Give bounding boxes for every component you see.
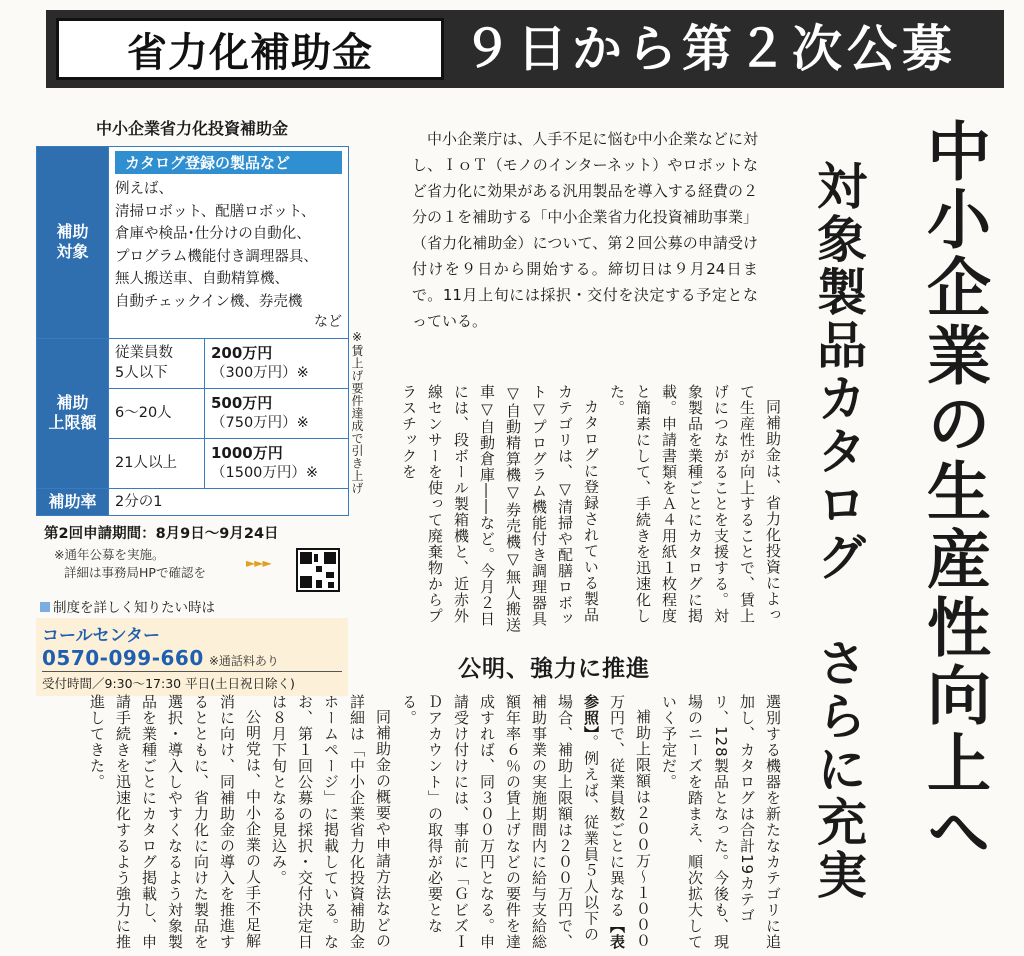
target-item: 例えば、 xyxy=(115,181,173,197)
subsidy-table xyxy=(36,146,349,516)
sub-headline: 対象製品カタログ さらに充実 xyxy=(809,160,868,902)
subsidy-info-box xyxy=(36,112,348,516)
limit-value: 200万円 （300万円）※ xyxy=(205,338,349,388)
application-note: ※通年公募を実施。 詳細は事務局HPで確認を xyxy=(54,547,206,580)
call-center-panel xyxy=(36,618,348,696)
contact-lead: 制度を詳しく知りたい時は xyxy=(36,596,348,616)
headline-banner xyxy=(46,10,1004,88)
call-center-label: コールセンター xyxy=(42,626,160,646)
rate-value: 2分の1 xyxy=(109,488,349,515)
article-column-1 xyxy=(400,384,786,634)
limit-row xyxy=(37,338,349,388)
article-column-2 xyxy=(10,694,786,950)
reception-hours: 受付時間／9:30〜17:30 平日(土日祝日除く) xyxy=(42,671,342,692)
raise-requirement-note: ※賃上げ要件達成で引き上げ xyxy=(350,330,364,495)
article-lede: 中小企業庁は、人手不足に悩む中小企業などに対し、ＩｏＴ（モノのインターネット）やロボットなど省力化に効果がある汎用製品を導入する経費の２分の１を補助する「中小企業省力化投資補助事業」（省力化補助金）について、第２回公募の申請受け付けを９日から開始する。締切日は９月24日まで。11月上旬には採択・交付を決定する予定となっている。 xyxy=(412,130,758,330)
target-cell xyxy=(109,147,349,339)
main-headline: 中小企業の生産性向上へ xyxy=(916,118,991,866)
limit-header: 補助 上限額 xyxy=(37,338,109,488)
target-list xyxy=(115,178,342,313)
target-item: 無人搬送車、自動精算機、 xyxy=(115,271,289,287)
contact-panel xyxy=(36,596,348,696)
limit-value: 500万円 （750万円）※ xyxy=(205,388,349,438)
limit-value: 1000万円 （1500万円）※ xyxy=(205,438,349,488)
banner-headline: ９日から第２次公募 xyxy=(462,20,957,78)
rate-row xyxy=(37,488,349,515)
section-subheading: 公明、強力に推進 xyxy=(458,656,650,682)
target-item: 倉庫や検品･仕分けの自動化、 xyxy=(115,226,311,242)
target-more: など xyxy=(314,314,343,330)
article-paragraph: 選別する機器を新たなカテゴリに追加し、カタログは合計19カテゴリ、128製品となった。今後も、現場のニーズを踏まえ、順次拡大していく予定だ。 xyxy=(660,694,782,950)
qr-code-icon[interactable] xyxy=(296,548,340,592)
application-period: 第2回申請期間：8月9日〜9月24日 xyxy=(44,526,279,542)
article-paragraph: 同補助金は、省力化投資によって生産性が向上することで、賃上げにつながることを支援する。対象製品を業種ごとにカタログに掲載。申請書類をＡ４用紙１枚程度と簡素にして、手続きを迅速化した。 xyxy=(608,384,782,624)
arrow-icon: ►►► xyxy=(246,556,271,570)
article-paragraph: 補助上限額は２００万～１０００万円で、従業員数ごとに異なる【表参照】。例えば、従業員５人以下の場合、補助上限額は２００万円で、補助事業の実施期間内に給与支給総額年率６％の賃上げなどの要件を達成すれば、同３００万円となる。申請受け付けには、事前に「ＧビズＩＤアカウント」の取得が必要となる。 xyxy=(400,694,652,950)
target-row xyxy=(37,147,349,339)
article-paragraph: カタログに登録されている製品カテゴリは、▽清掃や配膳ロボット▽プログラム機能付き調理器具▽自動精算機▽券売機▽無人搬送車▽自動倉庫――など。今月２日には、段ボール製箱機と、近赤外線センサーを使って廃棄物からプラスチックを xyxy=(400,384,600,633)
target-header: 補助 対象 xyxy=(37,147,109,339)
square-bullet-icon xyxy=(40,602,50,612)
target-item: 清掃ロボット、配膳ロボット、 xyxy=(115,203,316,220)
info-box-title: 中小企業省力化投資補助金 xyxy=(95,119,288,138)
limit-label: 21人以上 xyxy=(109,438,205,488)
target-item: プログラム機能付き調理器具、 xyxy=(115,248,318,265)
call-fee-note: ※通話料あり xyxy=(208,654,279,668)
article-paragraph: 公明党は、中小企業の人手不足解消に向け、同補助金の導入を推進するとともに、省力化に向けた製品を選択・導入しやすくなるよう対象製品を業種ごとにカタログ掲載し、申請手続きを迅速化するよう強力に推進してきた。 xyxy=(88,694,262,950)
target-item: 自動チェックイン機、券売機 xyxy=(115,293,303,310)
call-center-phone[interactable]: 0570-099-660 xyxy=(42,646,204,670)
catalog-products-pill: カタログ登録の製品など xyxy=(115,151,342,174)
banner-label: 省力化補助金 xyxy=(56,18,444,80)
limit-label: 6〜20人 xyxy=(109,388,205,438)
article-paragraph: 同補助金の概要や申請方法などの詳細は「中小企業省力化投資補助金ホームページ」に掲載している。なお、第１回公募の採択・交付決定日は８月下旬となる見込み。 xyxy=(270,694,392,950)
limit-label: 従業員数 5人以下 xyxy=(109,338,205,388)
rate-header: 補助率 xyxy=(37,488,109,515)
